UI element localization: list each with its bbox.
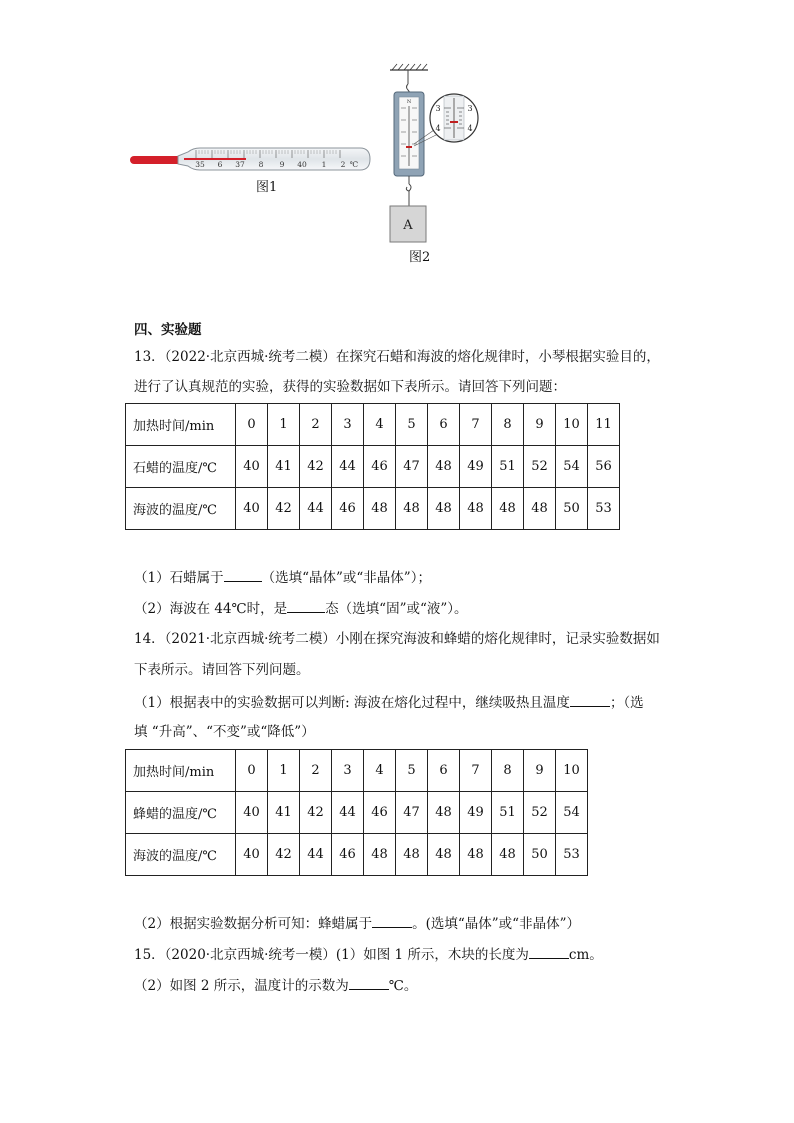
q14-stem-line1: 14．（2021·北京西城·统考二模）小刚在探究海波和蜂蜡的熔化规律时，记录实验数据如 bbox=[134, 631, 660, 647]
table-cell: 41 bbox=[268, 792, 300, 834]
table-cell: 56 bbox=[588, 446, 620, 488]
table-cell: 1 bbox=[268, 750, 300, 792]
table-cell: 48 bbox=[364, 488, 396, 530]
table-cell: 3 bbox=[332, 404, 364, 446]
scale-label: 40 bbox=[297, 160, 307, 169]
table-cell: 42 bbox=[300, 792, 332, 834]
row-header: 加热时间/min bbox=[126, 404, 236, 446]
table-cell: 40 bbox=[236, 488, 268, 530]
table-cell: 48 bbox=[524, 488, 556, 530]
table-cell: 2 bbox=[300, 750, 332, 792]
table-cell: 51 bbox=[492, 792, 524, 834]
table-cell: 4 bbox=[364, 750, 396, 792]
q13-sub2: （2）海波在 44℃时，是 态（选填“固”或“液”）。 bbox=[134, 598, 468, 619]
answer-blank[interactable] bbox=[224, 567, 262, 582]
block-label: A bbox=[403, 218, 413, 233]
table-cell: 42 bbox=[268, 488, 300, 530]
zoom-label: 4 bbox=[467, 124, 473, 133]
table-cell: 10 bbox=[556, 404, 588, 446]
svg-text:N: N bbox=[406, 99, 412, 105]
table-cell: 44 bbox=[332, 792, 364, 834]
table-cell: 48 bbox=[460, 834, 492, 876]
scale-label: 8 bbox=[258, 160, 264, 169]
table-cell: 46 bbox=[332, 488, 364, 530]
spring-scale-figure bbox=[386, 62, 486, 244]
table-cell: 49 bbox=[460, 446, 492, 488]
table-cell: 40 bbox=[236, 834, 268, 876]
table-row bbox=[126, 792, 588, 834]
answer-blank[interactable] bbox=[570, 692, 610, 707]
zoom-label: 3 bbox=[435, 104, 441, 113]
table-cell: 47 bbox=[396, 792, 428, 834]
answer-blank[interactable] bbox=[372, 913, 412, 928]
section-title: 四、实验题 bbox=[134, 322, 202, 338]
row-header: 石蜡的温度/℃ bbox=[126, 446, 236, 488]
q15-sub2: （2）如图 2 所示，温度计的示数为 ℃。 bbox=[134, 975, 417, 996]
table-cell: 48 bbox=[428, 488, 460, 530]
table-row bbox=[126, 446, 620, 488]
table-cell: 9 bbox=[524, 404, 556, 446]
answer-blank[interactable] bbox=[287, 598, 325, 613]
table-cell: 10 bbox=[556, 750, 588, 792]
scale-label: 6 bbox=[217, 160, 223, 169]
table-cell: 9 bbox=[524, 750, 556, 792]
table-cell: 50 bbox=[556, 488, 588, 530]
scale-label: 2 bbox=[340, 160, 346, 169]
table-cell: 41 bbox=[268, 446, 300, 488]
table-cell: 4 bbox=[364, 404, 396, 446]
row-header: 加热时间/min bbox=[126, 750, 236, 792]
q15-sub1: 15．（2020·北京西城·统考一模）(1）如图 1 所示，木块的长度为 cm。 bbox=[134, 944, 603, 965]
answer-blank[interactable] bbox=[529, 944, 569, 959]
table-row bbox=[126, 404, 620, 446]
q13-data-table bbox=[125, 403, 620, 530]
figure1-caption: 图1 bbox=[256, 180, 278, 195]
table-cell: 52 bbox=[524, 792, 556, 834]
table-cell: 8 bbox=[492, 750, 524, 792]
table-cell: 48 bbox=[428, 792, 460, 834]
table-cell: 48 bbox=[428, 446, 460, 488]
table-cell: 51 bbox=[492, 446, 524, 488]
table-cell: 46 bbox=[364, 446, 396, 488]
table-cell: 46 bbox=[332, 834, 364, 876]
table-cell: 44 bbox=[332, 446, 364, 488]
q13-stem-line2: 进行了认真规范的实验，获得的实验数据如下表所示。请回答下列问题： bbox=[134, 379, 566, 395]
table-cell: 1 bbox=[268, 404, 300, 446]
zoom-label: 4 bbox=[435, 124, 441, 133]
table-cell: 48 bbox=[460, 488, 492, 530]
table-cell: 48 bbox=[428, 834, 460, 876]
table-cell: 7 bbox=[460, 404, 492, 446]
table-cell: 46 bbox=[364, 792, 396, 834]
q14-sub1: （1）根据表中的实验数据可以判断: 海波在熔化过程中，继续吸热且温度 ；（选 bbox=[134, 692, 644, 713]
table-cell: 2 bbox=[300, 404, 332, 446]
mercury-bulb bbox=[130, 156, 182, 164]
table-cell: 0 bbox=[236, 750, 268, 792]
table-cell: 49 bbox=[460, 792, 492, 834]
table-cell: 6 bbox=[428, 750, 460, 792]
zoom-label: 3 bbox=[467, 104, 473, 113]
row-header: 海波的温度/℃ bbox=[126, 488, 236, 530]
table-cell: 44 bbox=[300, 488, 332, 530]
table-cell: 5 bbox=[396, 404, 428, 446]
q14-data-table bbox=[125, 749, 588, 876]
scale-label: ℃ bbox=[349, 160, 359, 169]
table-cell: 48 bbox=[396, 488, 428, 530]
scale-label: 9 bbox=[279, 160, 285, 169]
table-cell: 42 bbox=[268, 834, 300, 876]
table-cell: 6 bbox=[428, 404, 460, 446]
table-cell: 40 bbox=[236, 446, 268, 488]
table-cell: 8 bbox=[492, 404, 524, 446]
table-cell: 42 bbox=[300, 446, 332, 488]
table-cell: 11 bbox=[588, 404, 620, 446]
q13-sub1: （1）石蜡属于 （选填“晶体”或“非晶体”）； bbox=[134, 567, 431, 588]
table-cell: 54 bbox=[556, 792, 588, 834]
row-header: 海波的温度/℃ bbox=[126, 834, 236, 876]
thermometer-figure bbox=[128, 146, 372, 180]
q14-sub2: （2）根据实验数据分析可知：蜂蜡属于 。(选填“晶体”或“非晶体”） bbox=[134, 913, 580, 934]
table-cell: 54 bbox=[556, 446, 588, 488]
table-row bbox=[126, 750, 588, 792]
table-cell: 3 bbox=[332, 750, 364, 792]
table-cell: 48 bbox=[492, 488, 524, 530]
table-cell: 48 bbox=[396, 834, 428, 876]
table-cell: 52 bbox=[524, 446, 556, 488]
answer-blank[interactable] bbox=[349, 975, 389, 990]
figure2-caption: 图2 bbox=[409, 250, 431, 265]
q14-sub1-line2: 填 “升高”、“不变”或“降低”） bbox=[134, 724, 315, 740]
scale-label: 35 bbox=[195, 160, 205, 169]
scale-label: 37 bbox=[235, 160, 245, 169]
table-cell: 53 bbox=[556, 834, 588, 876]
table-row bbox=[126, 488, 620, 530]
scale-label: 1 bbox=[321, 160, 327, 169]
table-cell: 0 bbox=[236, 404, 268, 446]
table-cell: 5 bbox=[396, 750, 428, 792]
row-header: 蜂蜡的温度/℃ bbox=[126, 792, 236, 834]
table-cell: 53 bbox=[588, 488, 620, 530]
table-cell: 47 bbox=[396, 446, 428, 488]
table-cell: 48 bbox=[492, 834, 524, 876]
table-cell: 50 bbox=[524, 834, 556, 876]
table-row bbox=[126, 834, 588, 876]
table-cell: 48 bbox=[364, 834, 396, 876]
q13-stem-line1: 13．（2022·北京西城·统考二模）在探究石蜡和海波的熔化规律时，小琴根据实验目的， bbox=[134, 349, 660, 365]
table-cell: 40 bbox=[236, 792, 268, 834]
table-cell: 44 bbox=[300, 834, 332, 876]
q14-stem-line2: 下表所示。请回答下列问题。 bbox=[134, 662, 310, 678]
table-cell: 7 bbox=[460, 750, 492, 792]
